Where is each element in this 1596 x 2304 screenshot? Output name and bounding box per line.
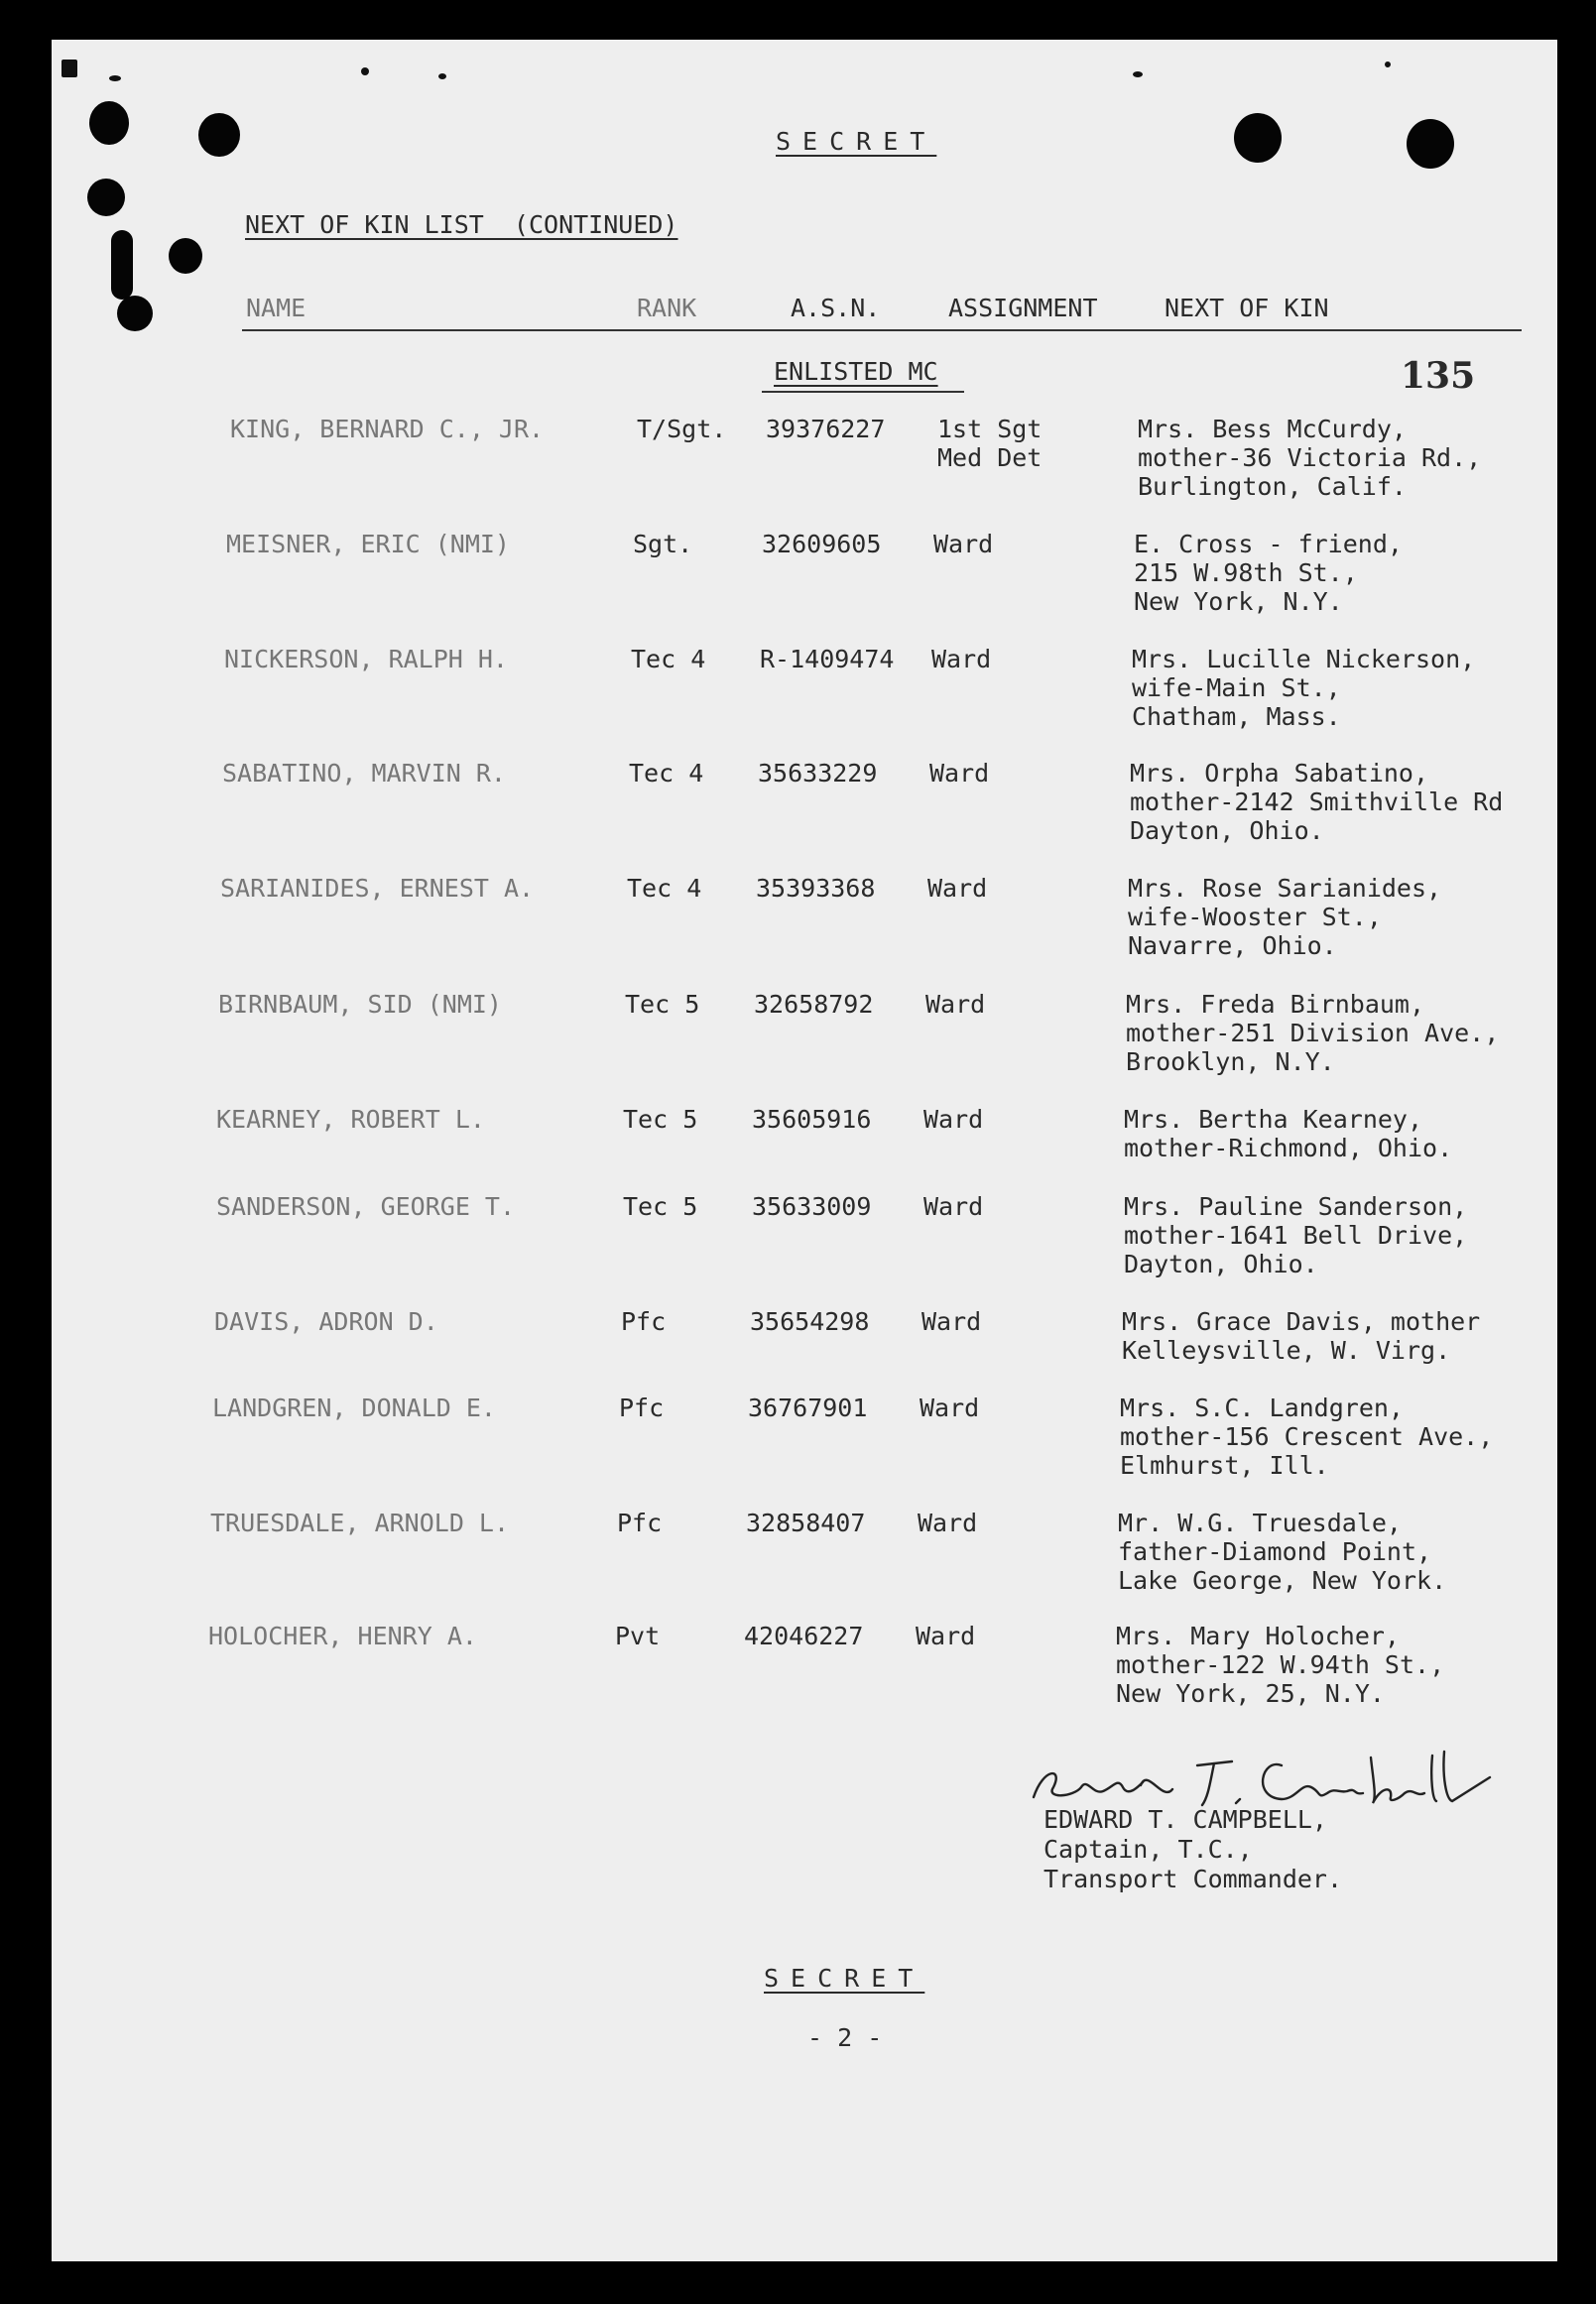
column-header-assignment: ASSIGNMENT xyxy=(948,294,1098,322)
entry-assignment: Ward xyxy=(920,1394,980,1422)
entry-assignment: Ward xyxy=(921,1307,982,1336)
entry-asn: R-1409474 xyxy=(760,645,895,673)
entry-rank: Pfc xyxy=(621,1307,667,1336)
entry-asn: 36767901 xyxy=(748,1394,868,1422)
entry-asn: 32658792 xyxy=(754,990,874,1019)
entry-assignment: Ward xyxy=(916,1622,976,1650)
paper-speck xyxy=(61,60,77,77)
entry-next-of-kin: Mrs. Grace Davis, mother Kelleysville, W. Virg. xyxy=(1122,1307,1481,1365)
column-header-name: NAME xyxy=(246,294,307,322)
entry-assignment: Ward xyxy=(918,1509,978,1537)
entry-name: NICKERSON, RALPH H. xyxy=(224,645,508,673)
punch-hole xyxy=(87,179,125,216)
entry-name: DAVIS, ADRON D. xyxy=(214,1307,438,1336)
header-rule xyxy=(242,329,1522,331)
paper-speck xyxy=(109,75,121,81)
list-title: NEXT OF KIN LIST (CONTINUED) xyxy=(245,210,678,239)
entry-name: KING, BERNARD C., JR. xyxy=(230,415,545,443)
entry-rank: Pfc xyxy=(617,1509,663,1537)
entry-rank: Pfc xyxy=(619,1394,665,1422)
entry-rank: Tec 4 xyxy=(627,874,702,903)
entry-name: SANDERSON, GEORGE T. xyxy=(216,1192,516,1221)
entry-rank: T/Sgt. xyxy=(637,415,727,443)
punch-hole xyxy=(169,238,202,274)
entry-next-of-kin: Mrs. Bess McCurdy, mother-36 Victoria Rd., Burlington, Calif. xyxy=(1138,415,1482,501)
entry-rank: Tec 4 xyxy=(629,759,704,788)
entry-name: LANDGREN, DONALD E. xyxy=(212,1394,496,1422)
punch-hole xyxy=(198,113,240,157)
punch-hole xyxy=(1234,113,1282,163)
entry-next-of-kin: Mrs. Mary Holocher, mother-122 W.94th St., New York, 25, N.Y. xyxy=(1116,1622,1445,1708)
entry-next-of-kin: Mrs. Pauline Sanderson, mother-1641 Bell Drive, Dayton, Ohio. xyxy=(1124,1192,1468,1278)
entry-name: HOLOCHER, HENRY A. xyxy=(208,1622,477,1650)
entry-assignment: Ward xyxy=(927,874,988,903)
signatory-role: Transport Commander. xyxy=(1044,1865,1343,1893)
punch-hole xyxy=(89,101,129,145)
page-stamp: 135 xyxy=(1401,355,1476,397)
document-page xyxy=(52,40,1557,2261)
entry-asn: 32609605 xyxy=(762,530,882,558)
entry-next-of-kin: Mrs. Bertha Kearney, mother-Richmond, Ohio. xyxy=(1124,1105,1453,1162)
entry-assignment: Ward xyxy=(923,1192,984,1221)
entry-next-of-kin: Mrs. S.C. Landgren, mother-156 Crescent Ave., Elmhurst, Ill. xyxy=(1120,1394,1494,1480)
section-heading: ENLISTED MC xyxy=(774,357,938,386)
classification-bottom: SECRET xyxy=(764,1964,925,1993)
entry-name: SABATINO, MARVIN R. xyxy=(222,759,506,788)
entry-name: TRUESDALE, ARNOLD L. xyxy=(210,1509,510,1537)
column-header-next-of-kin: NEXT OF KIN xyxy=(1165,294,1329,322)
entry-rank: Tec 5 xyxy=(623,1105,698,1134)
section-rule xyxy=(762,391,964,393)
entry-rank: Tec 5 xyxy=(623,1192,698,1221)
page-number: - 2 - xyxy=(807,2023,883,2052)
entry-next-of-kin: Mr. W.G. Truesdale, father-Diamond Point, Lake George, New York. xyxy=(1118,1509,1447,1595)
entry-name: MEISNER, ERIC (NMI) xyxy=(226,530,510,558)
entry-next-of-kin: Mrs. Rose Sarianides, wife-Wooster St., Navarre, Ohio. xyxy=(1128,874,1442,960)
entry-asn: 35633009 xyxy=(752,1192,872,1221)
entry-next-of-kin: Mrs. Lucille Nickerson, wife-Main St., Chatham, Mass. xyxy=(1132,645,1476,731)
entry-name: KEARNEY, ROBERT L. xyxy=(216,1105,485,1134)
entry-next-of-kin: Mrs. Freda Birnbaum, mother-251 Division Ave., Brooklyn, N.Y. xyxy=(1126,990,1500,1076)
entry-assignment: Ward xyxy=(933,530,994,558)
classification-top: SECRET xyxy=(776,127,937,156)
entry-asn: 35605916 xyxy=(752,1105,872,1134)
entry-asn: 42046227 xyxy=(744,1622,864,1650)
entry-asn: 35393368 xyxy=(756,874,876,903)
entry-rank: Tec 5 xyxy=(625,990,700,1019)
entry-rank: Pvt xyxy=(615,1622,661,1650)
paper-speck xyxy=(1385,61,1391,67)
entry-asn: 35654298 xyxy=(750,1307,870,1336)
entry-asn: 35633229 xyxy=(758,759,878,788)
column-header-asn: A.S.N. xyxy=(791,294,881,322)
signatory-name: EDWARD T. CAMPBELL, xyxy=(1044,1805,1327,1834)
column-header-rank: RANK xyxy=(637,294,697,322)
entry-assignment: Ward xyxy=(929,759,990,788)
entry-asn: 32858407 xyxy=(746,1509,866,1537)
entry-assignment: 1st Sgt Med Det xyxy=(937,415,1043,472)
entry-next-of-kin: Mrs. Orpha Sabatino, mother-2142 Smithville Rd Dayton, Ohio. xyxy=(1130,759,1504,845)
punch-hole xyxy=(111,230,133,300)
punch-hole xyxy=(117,296,153,331)
paper-speck xyxy=(361,67,369,75)
paper-speck xyxy=(438,73,446,79)
entry-name: BIRNBAUM, SID (NMI) xyxy=(218,990,502,1019)
entry-assignment: Ward xyxy=(923,1105,984,1134)
entry-rank: Tec 4 xyxy=(631,645,706,673)
entry-next-of-kin: E. Cross - friend, 215 W.98th St., New York, N.Y. xyxy=(1134,530,1403,616)
punch-hole xyxy=(1407,119,1454,169)
signatory-title: Captain, T.C., xyxy=(1044,1835,1253,1864)
paper-speck xyxy=(1133,71,1143,77)
entry-name: SARIANIDES, ERNEST A. xyxy=(220,874,535,903)
entry-rank: Sgt. xyxy=(633,530,693,558)
entry-assignment: Ward xyxy=(925,990,986,1019)
entry-asn: 39376227 xyxy=(766,415,886,443)
entry-assignment: Ward xyxy=(931,645,992,673)
